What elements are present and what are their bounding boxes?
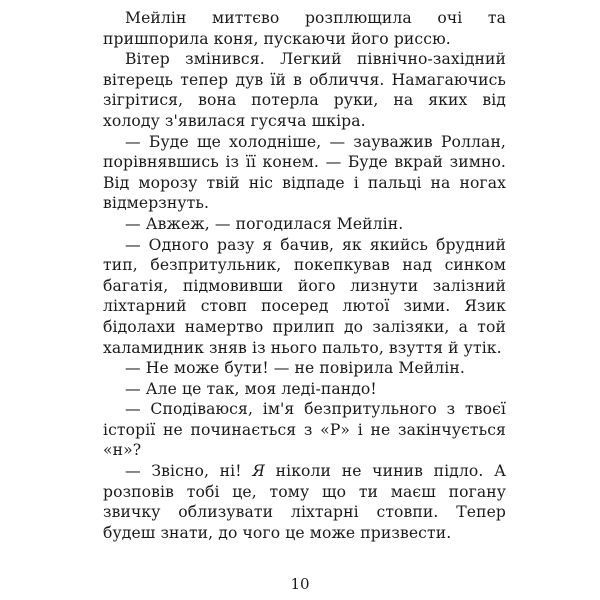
paragraph: — Буде ще холодніше, — зауважив Роллан, порівнявшись із її конем. — Буде вкрай зимно. Від морозу твій ніс відпаде і пальці на ногах відмерзнуть. bbox=[103, 132, 506, 213]
paragraph: — Одного разу я бачив, як якийсь брудний тип, безпритульник, покепкував над синком багатія, підмовивши його лизнути залізний ліхтарний стовп посеред лютої зими. Язик бідолахи намертво прилип до залізяки, а той халамидник зняв із нього пальто, взуття й утік. bbox=[103, 235, 506, 357]
paragraph: Вітер змінився. Легкий північно-західний вітерець тепер дув їй в обличчя. Намагаючись зігрітися, вона потерла руки, на яких від холоду з'явилася гусяча шкіра. bbox=[103, 50, 506, 130]
page-number: 10 bbox=[290, 575, 310, 593]
paragraph: — Не може бути! — не повірила Мейлін. bbox=[125, 359, 465, 378]
paragraph: — Авжеж, — погодилася Мейлін. bbox=[125, 214, 404, 233]
text-run: ніколи не чинив підло. А розповів тобі це, тому що ти маєш погану звичку облизувати ліхтарні стовпи. Тепер будеш знати, до чого це може призвести. bbox=[103, 462, 506, 542]
book-page bbox=[103, 8, 506, 568]
text-run: — Звісно, ні! bbox=[125, 462, 253, 481]
paragraph: — Але це так, моя леді-пандо! bbox=[125, 379, 377, 398]
paragraph-last bbox=[103, 461, 506, 543]
paragraph: — Сподіваюся, ім'я безпритульного з твоєї історії не починається з «Р» і не закінчується «н»? bbox=[103, 400, 506, 460]
emphasized-word: Я bbox=[252, 462, 265, 481]
body-text bbox=[103, 8, 506, 543]
paragraph: Мейлін миттєво розплющила очі та пришпорила коня, пускаючи його риссю. bbox=[103, 9, 506, 48]
